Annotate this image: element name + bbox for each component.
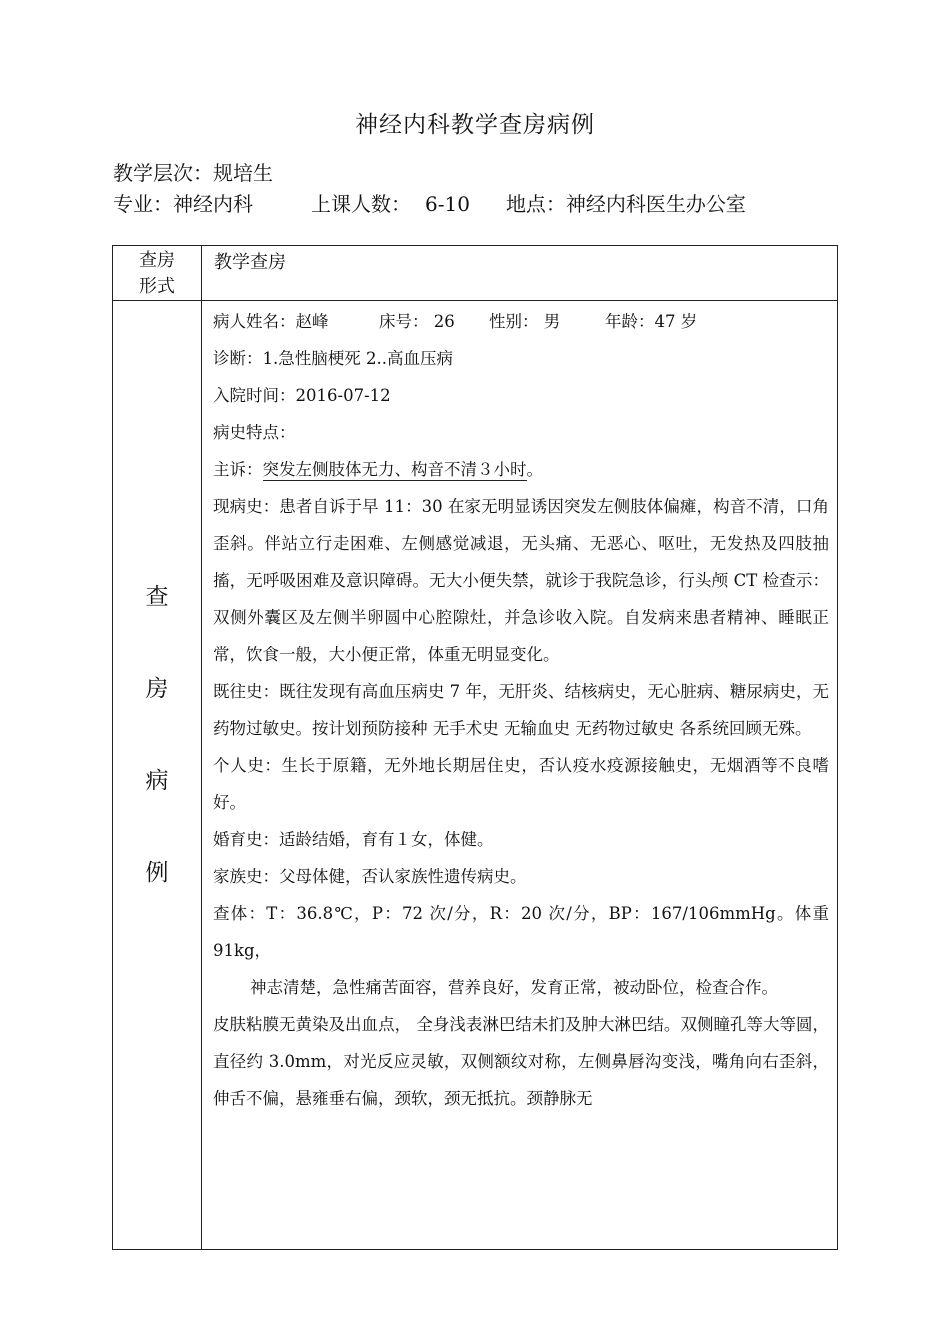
history-heading: 病史特点： bbox=[213, 423, 296, 442]
family-history: 家族史：父母体健，否认家族性遗传病史。 bbox=[213, 867, 527, 886]
present-history: 现病史：患者自诉于早 11：30 在家无明显诱因突发左侧肢体偏瘫，构音不清，口角歪斜。伴站立行走困难、左侧感觉减退，无头痛、无恶心、呕吐，无发热及四肢抽搐，无呼吸困难及意识障碍。无大小便失禁，就诊于我院急诊，行头颅 CT 检查示：双侧外囊区及左侧半卵圆中心腔隙灶，并急诊收入院。自发病来患者精神、睡眠正常，饮食一般，大小便正常，体重无明显变化。 bbox=[213, 497, 829, 664]
patient-sex: 性别： 男 bbox=[489, 312, 561, 331]
complaint-text: 突发左侧肢体无力、构音不清３小时 bbox=[262, 460, 527, 479]
page-title: 神经内科教学查房病例 bbox=[355, 112, 595, 138]
teaching-level: 教学层次：规培生 bbox=[113, 161, 273, 185]
form-label-line2: 形式 bbox=[139, 276, 175, 297]
class-size-label: 上课人数： bbox=[311, 192, 411, 216]
course-info-line bbox=[113, 188, 746, 217]
chief-complaint bbox=[213, 451, 829, 488]
admission-date: 入院时间：2016-07-12 bbox=[213, 386, 391, 405]
form-value: 教学查房 bbox=[214, 252, 286, 273]
complaint-end: 。 bbox=[526, 460, 543, 479]
diagnosis: 诊断：1.急性脑梗死 2..高血压病 bbox=[213, 349, 453, 368]
case-row bbox=[113, 301, 838, 1250]
exam-general: 神志清楚，急性痛苦面容，营养良好，发育正常，被动卧位，检查合作。 bbox=[250, 978, 778, 997]
past-history: 既往史：既往发现有高血压病史 7 年，无肝炎、结核病史，无心脏病、糖尿病史，无药物过敏史。按计划预防接种 无手术史 无输血史 无药物过敏史 各系统回顾无殊。 bbox=[213, 682, 829, 738]
case-label-char: 病 bbox=[145, 768, 169, 794]
case-label-cell bbox=[113, 301, 202, 1250]
case-label-char: 例 bbox=[145, 860, 169, 886]
skin-exam: 皮肤粘膜无黄染及出血点， 全身浅表淋巴结未扪及肿大淋巴结。双侧瞳孔等大等圆，直径约 3.0mm，对光反应灵敏，双侧额纹对称，左侧鼻唇沟变浅，嘴角向右歪斜，伸舌不偏，悬雍垂右偏，颈软，颈无抵抗。颈静脉无 bbox=[213, 1015, 829, 1108]
patient-age: 年龄：47 岁 bbox=[605, 312, 698, 331]
form-row bbox=[113, 246, 838, 301]
personal-history: 个人史：生长于原籍，无外地长期居住史，否认疫水疫源接触史，无烟酒等不良嗜好。 bbox=[213, 756, 829, 812]
case-label-char: 查 bbox=[145, 584, 169, 610]
major: 专业：神经内科 bbox=[113, 192, 253, 216]
patient-name: 病人姓名：赵峰 bbox=[213, 312, 329, 331]
form-label-line1: 查房 bbox=[139, 250, 175, 271]
form-label-cell bbox=[113, 246, 202, 301]
case-content-cell bbox=[202, 301, 838, 1250]
location: 地点：神经内科医生办公室 bbox=[505, 192, 746, 216]
complaint-label: 主诉： bbox=[213, 460, 263, 479]
case-table bbox=[112, 245, 838, 1250]
exam-vitals: 查体：T：36.8℃，P：72 次/分，R：20 次/分，BP：167/106mmHg。体重 91kg， bbox=[213, 904, 829, 960]
patient-bed: 床号： 26 bbox=[379, 312, 455, 331]
patient-info bbox=[213, 303, 829, 340]
class-size: 6-10 bbox=[425, 192, 470, 216]
form-value-cell bbox=[202, 246, 838, 301]
marital-history: 婚育史：适龄结婚，育有１女，体健。 bbox=[213, 830, 494, 849]
case-label-char: 房 bbox=[145, 676, 169, 702]
